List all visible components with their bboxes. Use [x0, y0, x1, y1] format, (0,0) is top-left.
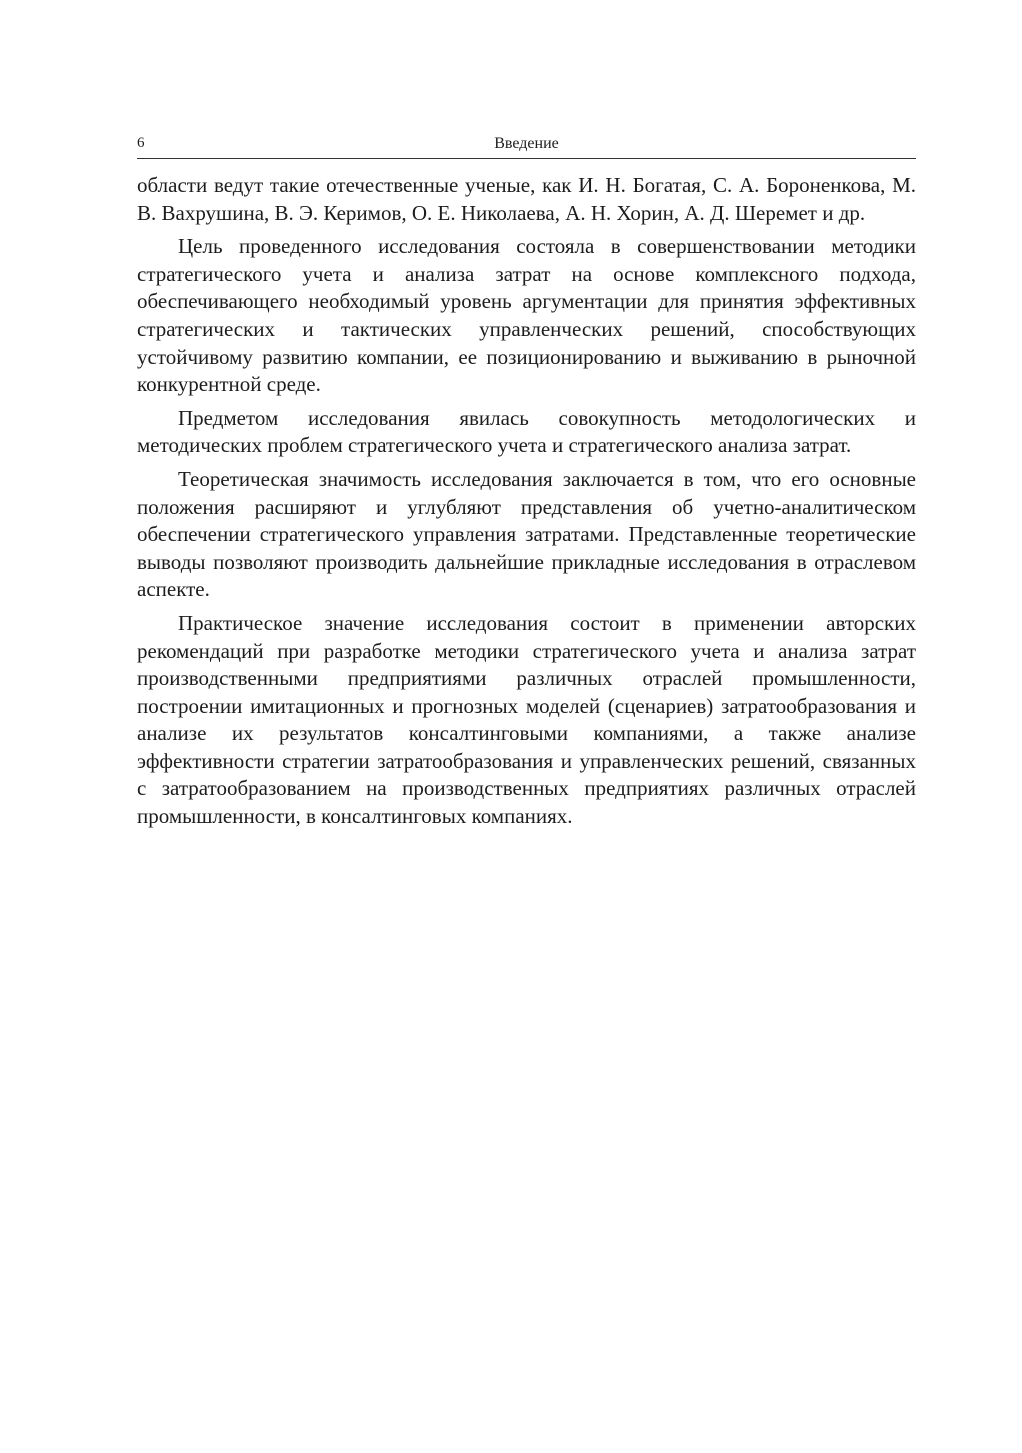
- paragraph-continued: области ведут такие отечественные ученые, как И. Н. Богатая, С. А. Бороненкова, М. В. Вахрушина, В. Э. Керимов, О. Е. Николаева, А. Н. Хорин, А. Д. Шеремет и др.: [137, 173, 916, 225]
- body-text: [137, 172, 916, 837]
- paragraph-theoretical-significance: Теоретическая значимость исследования заключается в том, что его основные положения расширяют и углубляют представления об учетно-аналитическом обеспечении стратегического управления затратами. Представленные теоретические выводы позволяют производить дальнейшие прикладные исследования в отраслевом аспекте.: [137, 466, 916, 602]
- page-header: [137, 132, 916, 159]
- page-number: 6: [137, 135, 145, 151]
- paragraph-practical-significance: Практическое значение исследования состоит в применении авторских рекомендаций при разработке методики стратегического учета и анализа затрат производственными предприятиями различных отраслей промышленности, построении имитационных и прогнозных моделей (сценариев) затратообразования и анализе их результатов консалтинговыми компаниями, а также анализе эффективности стратегии затратообразования и управленческих решений, связанных с затратообразованием на производственных предприятиях различных отраслей промышленности, в консалтинговых компаниях.: [137, 610, 916, 829]
- running-title: Введение: [494, 135, 559, 152]
- paragraph-research-goal: Цель проведенного исследования состояла в совершенствовании методики стратегического учета и анализа затрат на основе комплексного подхода, обеспечивающего необходимый уровень аргументации для принятия эффективных стратегических и тактических управленческих решений, способствующих устойчивому развитию компании, ее позиционированию и выживанию в рыночной конкурентной среде.: [137, 234, 916, 397]
- paragraph-research-subject: Предметом исследования явилась совокупность методологических и методических проблем стратегического учета и стратегического анализа затрат.: [137, 405, 916, 458]
